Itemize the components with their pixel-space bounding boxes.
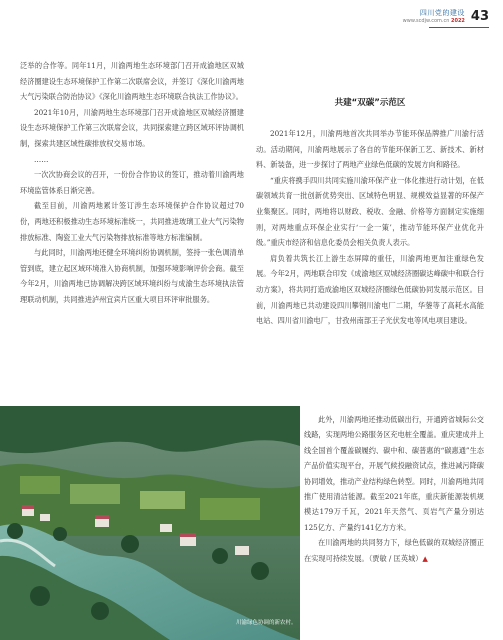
paragraph: “重庆将携手四川共同实施川渝环保产业一体化推进行动计划，在低碳领域共育一批创新优势突出、区域特色明显、规模效益显著的环保产业集聚区。同时，两地将以财政、税收、金融、价格等方面制定实施细则，对两地重点环保企业实行‘一企一策’，推动节能环保产业优化升级。”重庆市经济和信息化委员会相关负责人表示。 (256, 175, 484, 248)
section-heading: 共建“双碳”示范区 (334, 98, 406, 108)
paragraph: 此外，川渝两地还推动低碳出行，开通跨省城际公交线路，实现两地公路服务区充电桩全覆盖。重庆建成并上线全国首个覆盖碳履约、碳中和、碳普惠的“碳惠通”生态产品价值实现平台，开展气候投融资试点，推进减污降碳协同增效，推动产业结构绿色转型。同时，川渝两地共同推广使用清洁能源。截至2021年底，重庆新能源装机规模达179万千瓦，2021年天然气、页岩气产量分别达125亿方、产量约141亿方方米。 (304, 415, 484, 532)
left-column (20, 58, 244, 308)
end-mark: ▲ (422, 553, 428, 563)
closing-text: 在川渝两地的共同努力下，绿色低碳的双城经济圈正在实现可持续发展。（贾敏 / 匡英城） (304, 538, 484, 563)
photo-caption: 川渝绿色协调的新农村。 (236, 620, 297, 626)
url-year: 2022 (450, 18, 465, 24)
paragraph: 截至目前，川渝两地累计签订涉生态环境保护合作协议超过70份，两地还积极推动生态环境标准统一，共同推进玻璃工业大气污染物排放标准、陶瓷工业大气污染物排放标准等地方标准编制。 (20, 201, 244, 242)
paragraph: 泛举的合作等。同年11月，川渝两地生态环境部门召开成渝地区双城经济圈建设生态环境保护工作第二次联席会议，并签订《深化川渝两地大气污染联合防治协议》《深化川渝两地生态环境联合执法工作协议》。 (20, 61, 244, 102)
right-narrow-column (304, 412, 484, 566)
right-column (256, 126, 484, 329)
paragraph: 与此同时，川渝两地还健全环境纠纷协调机制，签持一张色调清单管到底，建立起区域环境准入协商机制，加强环境影响评价会商。截至今年2月，川渝两地已协调解决跨区域环境纠纷与成渝生态环境执法管理联动机制，共同推进泸州宜宾片区重大项目环评审批服务。 (20, 248, 244, 304)
paragraph: 2021年10月，川渝两地生态环境部门召开成渝地区双城经济圈建设生态环境保护工作第三次联席会议，共同探索建立跨区域环评协调机制，探索共建区域性碳排放权交易市场。 (20, 107, 244, 148)
village-photo (0, 406, 300, 640)
closing-paragraph (304, 535, 484, 566)
paragraph: 肩负着共筑长江上游生态屏障的重任，川渝两地更加注重绿色发展。今年2月，两地联合印发《成渝地区双城经济圈碳达峰碳中和联合行动方案》，将共同打造成渝地区双城经济圈绿色低碳协同发展示范区。目前，川渝两地已共动建设四川攀钢川渝电厂二期，华蓥等了高耗水高能电站、四川省川渝电厂，甘孜州南部王子光伏发电等风电项目建设。 (256, 253, 484, 326)
paragraph: 一次次协商会议的召开，一份份合作协议的签订，推动着川渝两地环境监管体系日渐完善。 (20, 170, 244, 195)
page-number: 43 (470, 8, 489, 24)
url-text: www.scdjw.com.cn (402, 18, 450, 24)
paragraph: 2021年12月，川渝两地首次共同举办节能环保品牌推广川渝行活动。活动期间，川渝两地展示了各自的节能环保新工艺、新技术、新材料、新装备，进一步探讨了两地产业绿色低碳的发展方向和路径。 (256, 129, 484, 170)
page-header (403, 8, 489, 24)
magazine-title: 四川党的建设 (419, 9, 465, 17)
header-rule (429, 27, 489, 28)
magazine-url (403, 18, 465, 24)
ellipsis: …… (34, 154, 49, 164)
